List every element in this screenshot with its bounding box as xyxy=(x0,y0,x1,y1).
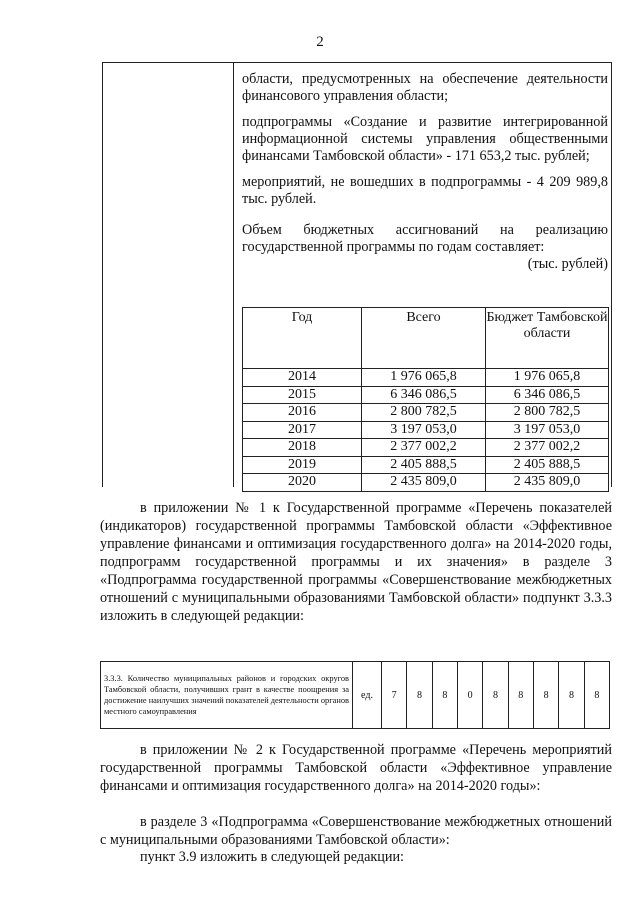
header-regional-budget: Бюджет Тамбовской области xyxy=(486,308,609,369)
cell-year: 2019 xyxy=(243,456,362,474)
cell-total: 2 435 809,0 xyxy=(362,474,486,492)
cell-total: 2 800 782,5 xyxy=(362,404,486,422)
cell-total: 6 346 086,5 xyxy=(362,386,486,404)
table-column-divider xyxy=(233,63,234,487)
cell-budget: 2 800 782,5 xyxy=(486,404,609,422)
indicator-value: 8 xyxy=(407,662,432,729)
text-other-activities: мероприятий, не вошедших в подпрограммы - 4 209 989,8 тыс. рублей. xyxy=(242,174,608,207)
passport-table xyxy=(102,62,612,490)
indicator-value: 8 xyxy=(483,662,508,729)
cell-year: 2016 xyxy=(243,404,362,422)
indicator-value: 8 xyxy=(584,662,609,729)
cell-total: 1 976 065,8 xyxy=(362,369,486,387)
text-financial-department: области, предусмотренных на обеспечение деятельности финансового управления области; xyxy=(242,71,608,104)
cell-year: 2018 xyxy=(243,439,362,457)
paragraph-appendix-1-text: в приложении № 1 к Государственной программе «Перечень показателей (индикаторов) государственной программы Тамбовской области «Эффективное управление финансами и оптимизация государственного долга» на 2014-2020 годы, подпрограмм государственной программы и их значения» в разделе 3 «Подпрограмма государственной программы «Совершенствование межбюджетных отношений с муниципальными образованиями Тамбовской области» подпункт 3.3.3 изложить в следующей редакции: xyxy=(100,500,612,624)
paragraph-item-3-9 xyxy=(100,848,612,866)
indicator-value: 8 xyxy=(508,662,533,729)
header-year: Год xyxy=(243,308,362,369)
cell-budget: 6 346 086,5 xyxy=(486,386,609,404)
cell-year: 2015 xyxy=(243,386,362,404)
table-row xyxy=(243,404,609,422)
indicator-description: 3.3.3. Количество муниципальных районов и городских округов Тамбовской области, получивших грант в качестве поощрения за достижение наилучших значений показателей деятельности органов местного самоуправления xyxy=(101,662,353,729)
indicator-value: 7 xyxy=(382,662,407,729)
indicator-value: 0 xyxy=(457,662,482,729)
header-total: Всего xyxy=(362,308,486,369)
text-budget-volume: Объем бюджетных ассигнований на реализацию государственной программы по годам составляет: xyxy=(242,222,608,255)
cell-budget: 1 976 065,8 xyxy=(486,369,609,387)
cell-budget: 2 377 002,2 xyxy=(486,439,609,457)
paragraph-appendix-2 xyxy=(100,741,612,795)
funding-by-year-table xyxy=(242,307,609,492)
cell-total: 2 405 888,5 xyxy=(362,456,486,474)
table-row xyxy=(243,369,609,387)
indicator-value: 8 xyxy=(432,662,457,729)
unit-label: (тыс. рублей) xyxy=(527,256,608,272)
paragraph-section-3-text: в разделе 3 «Подпрограмма «Совершенствование межбюджетных отношений с муниципальными образованиями Тамбовской области»: xyxy=(100,814,612,848)
cell-year: 2020 xyxy=(243,474,362,492)
page-number: 2 xyxy=(316,34,324,50)
cell-year: 2014 xyxy=(243,369,362,387)
paragraph-appendix-1 xyxy=(100,499,612,625)
table-row xyxy=(243,456,609,474)
paragraph-appendix-2-text: в приложении № 2 к Государственной программе «Перечень мероприятий государственной программы Тамбовской области «Эффективное управление финансами и оптимизация государственного долга» на 2014-2020 годы»: xyxy=(100,742,612,794)
table-row xyxy=(243,421,609,439)
text-subprogram-information-system: подпрограммы «Создание и развитие интегрированной информационной системы управления общественными финансами Тамбовской области» - 171 653,2 тыс. рублей; xyxy=(242,114,608,164)
table-border-left xyxy=(102,63,103,487)
table-row xyxy=(101,662,610,729)
table-row xyxy=(243,386,609,404)
passport-right-cell xyxy=(242,71,608,273)
cell-total: 2 377 002,2 xyxy=(362,439,486,457)
table-row xyxy=(243,439,609,457)
table-row xyxy=(243,474,609,492)
indicator-value: 8 xyxy=(533,662,558,729)
cell-budget: 2 435 809,0 xyxy=(486,474,609,492)
cell-budget: 3 197 053,0 xyxy=(486,421,609,439)
cell-budget: 2 405 888,5 xyxy=(486,456,609,474)
paragraph-item-3-9-text: пункт 3.9 изложить в следующей редакции: xyxy=(140,849,404,865)
cell-total: 3 197 053,0 xyxy=(362,421,486,439)
indicator-value: 8 xyxy=(559,662,584,729)
paragraph-section-3 xyxy=(100,813,612,849)
indicator-table xyxy=(100,661,610,729)
indicator-unit: ед. xyxy=(353,662,382,729)
cell-year: 2017 xyxy=(243,421,362,439)
